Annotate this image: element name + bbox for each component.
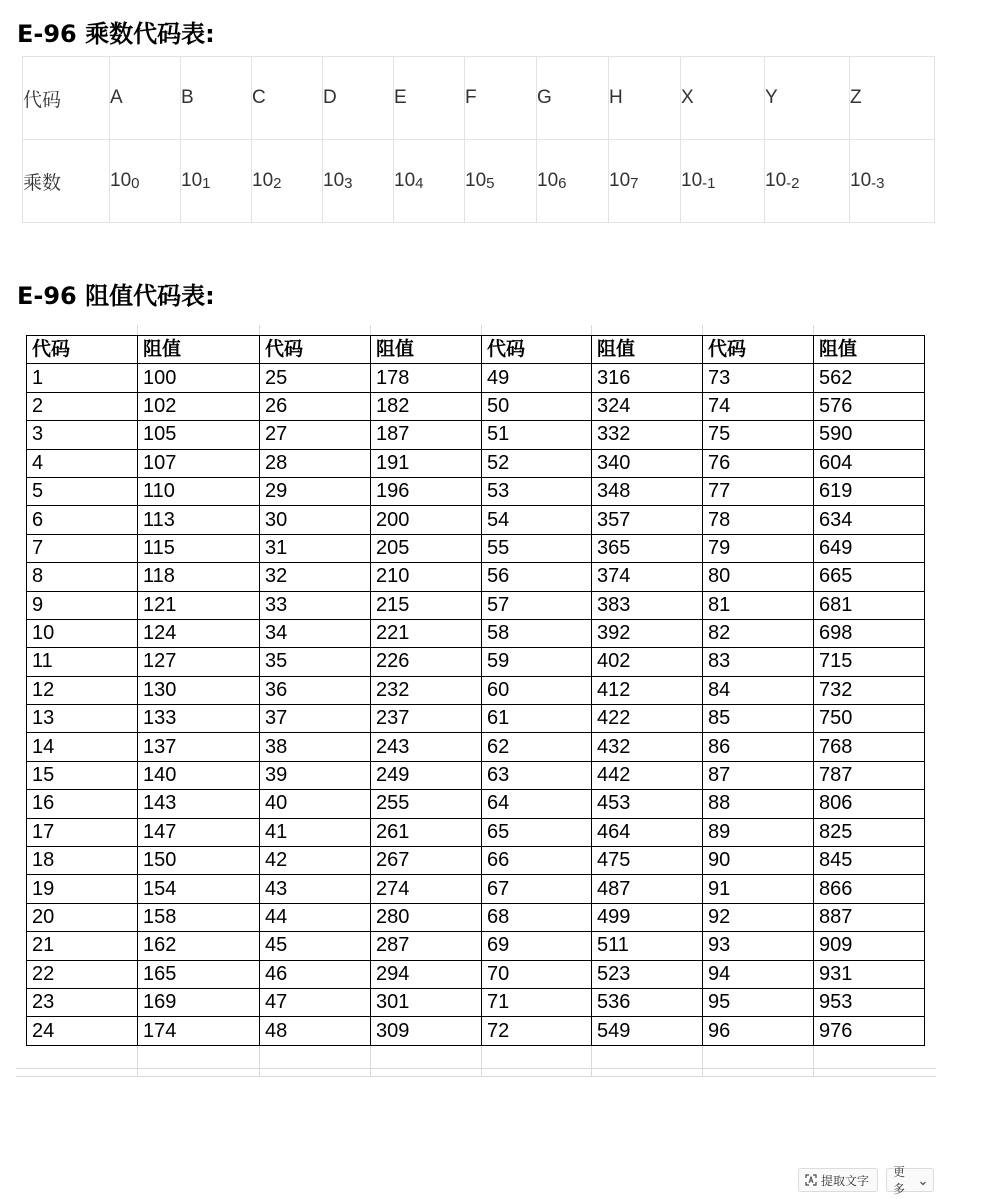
code-cell: 65 bbox=[482, 818, 592, 846]
code-cell: 27 bbox=[260, 421, 371, 449]
code-cell: 38 bbox=[260, 733, 371, 761]
header-value: 阻值 bbox=[371, 336, 482, 364]
resistance-value-cell: 121 bbox=[138, 591, 260, 619]
resistance-value-cell: 590 bbox=[814, 421, 925, 449]
resistance-value-cell: 619 bbox=[814, 477, 925, 505]
resistance-value-cell: 825 bbox=[814, 818, 925, 846]
resistance-value-cell: 845 bbox=[814, 847, 925, 875]
resistance-value-cell: 340 bbox=[592, 449, 703, 477]
multiplier-cell bbox=[609, 140, 681, 223]
multiplier-base: 10 bbox=[537, 170, 559, 191]
resistance-value-cell: 348 bbox=[592, 477, 703, 505]
code-cell: 75 bbox=[703, 421, 814, 449]
header-value: 阻值 bbox=[138, 336, 260, 364]
resistance-value-cell: 196 bbox=[371, 477, 482, 505]
table-header-row bbox=[27, 336, 925, 364]
code-cell: 95 bbox=[703, 988, 814, 1016]
table-row bbox=[27, 903, 925, 931]
code-cell: 15 bbox=[27, 761, 138, 789]
code-cell: 92 bbox=[703, 903, 814, 931]
code-cell: 3 bbox=[27, 421, 138, 449]
multiplier-code-table bbox=[22, 56, 935, 223]
resistance-value-cell: 887 bbox=[814, 903, 925, 931]
code-row bbox=[23, 57, 935, 140]
code-cell: 24 bbox=[27, 1017, 138, 1045]
resistance-value-cell: 511 bbox=[592, 932, 703, 960]
code-cell: 79 bbox=[703, 534, 814, 562]
resistance-value-cell: 274 bbox=[371, 875, 482, 903]
resistance-value-cell: 226 bbox=[371, 648, 482, 676]
code-cell: 6 bbox=[27, 506, 138, 534]
multiplier-exponent: 7 bbox=[630, 175, 639, 192]
resistance-value-cell: 130 bbox=[138, 676, 260, 704]
code-cell: 55 bbox=[482, 534, 592, 562]
code-cell: 7 bbox=[27, 534, 138, 562]
code-cell: 62 bbox=[482, 733, 592, 761]
code-cell: 2 bbox=[27, 392, 138, 420]
resistance-value-cell: 909 bbox=[814, 932, 925, 960]
code-cell: Y bbox=[765, 57, 850, 140]
resistance-value-cell: 169 bbox=[138, 988, 260, 1016]
code-cell: 71 bbox=[482, 988, 592, 1016]
multiplier-cell bbox=[394, 140, 465, 223]
code-cell: 5 bbox=[27, 477, 138, 505]
resistance-value-cell: 499 bbox=[592, 903, 703, 931]
resistance-value-cell: 681 bbox=[814, 591, 925, 619]
resistance-value-cell: 105 bbox=[138, 421, 260, 449]
table-row bbox=[27, 761, 925, 789]
code-cell: 53 bbox=[482, 477, 592, 505]
resistance-value-cell: 768 bbox=[814, 733, 925, 761]
table-row bbox=[27, 1017, 925, 1045]
code-cell: 11 bbox=[27, 648, 138, 676]
resistance-value-cell: 412 bbox=[592, 676, 703, 704]
multiplier-exponent: -3 bbox=[871, 175, 885, 192]
multiplier-cell bbox=[537, 140, 609, 223]
text-scan-icon bbox=[805, 1174, 817, 1186]
code-cell: 17 bbox=[27, 818, 138, 846]
code-cell: 21 bbox=[27, 932, 138, 960]
code-cell: B bbox=[181, 57, 252, 140]
resistance-value-cell: 953 bbox=[814, 988, 925, 1016]
resistance-value-cell: 549 bbox=[592, 1017, 703, 1045]
resistance-value-cell: 576 bbox=[814, 392, 925, 420]
resistance-value-cell: 215 bbox=[371, 591, 482, 619]
resistance-value-cell: 422 bbox=[592, 705, 703, 733]
resistance-value-cell: 698 bbox=[814, 619, 925, 647]
code-cell: 16 bbox=[27, 790, 138, 818]
multiplier-base: 10 bbox=[181, 170, 203, 191]
code-cell: 43 bbox=[260, 875, 371, 903]
resistance-value-cell: 182 bbox=[371, 392, 482, 420]
multiplier-base: 10 bbox=[850, 170, 872, 191]
table-row bbox=[27, 421, 925, 449]
code-cell: 70 bbox=[482, 960, 592, 988]
code-cell: 48 bbox=[260, 1017, 371, 1045]
multiplier-base: 10 bbox=[394, 170, 416, 191]
multiplier-cell bbox=[110, 140, 181, 223]
code-cell: 46 bbox=[260, 960, 371, 988]
resistance-value-cell: 357 bbox=[592, 506, 703, 534]
resistance-value-cell: 750 bbox=[814, 705, 925, 733]
multiplier-base: 10 bbox=[465, 170, 487, 191]
resistance-value-cell: 255 bbox=[371, 790, 482, 818]
code-cell: H bbox=[609, 57, 681, 140]
code-cell: G bbox=[537, 57, 609, 140]
resistance-value-cell: 324 bbox=[592, 392, 703, 420]
multiplier-exponent: 3 bbox=[344, 175, 353, 192]
table-row bbox=[27, 477, 925, 505]
resistance-value-cell: 806 bbox=[814, 790, 925, 818]
table-row bbox=[27, 875, 925, 903]
table-row bbox=[27, 705, 925, 733]
code-cell: 30 bbox=[260, 506, 371, 534]
code-cell: 37 bbox=[260, 705, 371, 733]
code-cell: 64 bbox=[482, 790, 592, 818]
extract-text-button[interactable] bbox=[798, 1168, 878, 1192]
code-cell: 66 bbox=[482, 847, 592, 875]
code-cell: 89 bbox=[703, 818, 814, 846]
resistance-value-cell: 604 bbox=[814, 449, 925, 477]
code-cell: Z bbox=[850, 57, 935, 140]
code-cell: F bbox=[465, 57, 537, 140]
table-row bbox=[27, 818, 925, 846]
resistance-value-cell: 536 bbox=[592, 988, 703, 1016]
header-code: 代码 bbox=[703, 336, 814, 364]
code-cell: 90 bbox=[703, 847, 814, 875]
resistance-value-cell: 931 bbox=[814, 960, 925, 988]
code-cell: 12 bbox=[27, 676, 138, 704]
table-row bbox=[27, 449, 925, 477]
table-row bbox=[27, 790, 925, 818]
resistance-value-cell: 866 bbox=[814, 875, 925, 903]
code-cell: 93 bbox=[703, 932, 814, 960]
resistance-value-cell: 178 bbox=[371, 364, 482, 392]
code-cell: 51 bbox=[482, 421, 592, 449]
code-cell: 54 bbox=[482, 506, 592, 534]
code-cell: 32 bbox=[260, 563, 371, 591]
code-cell: 45 bbox=[260, 932, 371, 960]
resistance-value-cell: 301 bbox=[371, 988, 482, 1016]
multiplier-base: 10 bbox=[681, 170, 703, 191]
resistance-value-cell: 294 bbox=[371, 960, 482, 988]
multiplier-cell bbox=[465, 140, 537, 223]
header-code: 代码 bbox=[482, 336, 592, 364]
code-cell: 69 bbox=[482, 932, 592, 960]
multiplier-base: 10 bbox=[110, 170, 132, 191]
code-cell: 29 bbox=[260, 477, 371, 505]
resistance-value-cell: 787 bbox=[814, 761, 925, 789]
code-cell: 26 bbox=[260, 392, 371, 420]
code-cell: 42 bbox=[260, 847, 371, 875]
code-cell: 36 bbox=[260, 676, 371, 704]
resistance-value-cell: 162 bbox=[138, 932, 260, 960]
code-cell: 22 bbox=[27, 960, 138, 988]
multiplier-cell bbox=[181, 140, 252, 223]
code-cell: 9 bbox=[27, 591, 138, 619]
resistance-value-cell: 187 bbox=[371, 421, 482, 449]
code-cell: 40 bbox=[260, 790, 371, 818]
table-row bbox=[27, 364, 925, 392]
code-cell: 34 bbox=[260, 619, 371, 647]
code-cell: 60 bbox=[482, 676, 592, 704]
resistance-value-cell: 402 bbox=[592, 648, 703, 676]
resistance-value-cell: 133 bbox=[138, 705, 260, 733]
multiplier-row bbox=[23, 140, 935, 223]
code-cell: 31 bbox=[260, 534, 371, 562]
multiplier-cell bbox=[850, 140, 935, 223]
resistance-value-cell: 205 bbox=[371, 534, 482, 562]
code-cell: 20 bbox=[27, 903, 138, 931]
resistance-value-cell: 464 bbox=[592, 818, 703, 846]
resistance-value-cell: 232 bbox=[371, 676, 482, 704]
resistance-value-cell: 200 bbox=[371, 506, 482, 534]
multiplier-base: 10 bbox=[609, 170, 631, 191]
resistance-value-cell: 165 bbox=[138, 960, 260, 988]
code-cell: 61 bbox=[482, 705, 592, 733]
resistance-value-cell: 392 bbox=[592, 619, 703, 647]
code-cell: 1 bbox=[27, 364, 138, 392]
code-cell: 52 bbox=[482, 449, 592, 477]
resistance-value-cell: 210 bbox=[371, 563, 482, 591]
header-code: 代码 bbox=[260, 336, 371, 364]
code-cell: 8 bbox=[27, 563, 138, 591]
code-cell: 58 bbox=[482, 619, 592, 647]
code-cell: 4 bbox=[27, 449, 138, 477]
multiplier-cell bbox=[681, 140, 765, 223]
code-cell: 78 bbox=[703, 506, 814, 534]
resistance-value-cell: 191 bbox=[371, 449, 482, 477]
code-cell: 91 bbox=[703, 875, 814, 903]
multiplier-base: 10 bbox=[252, 170, 274, 191]
code-cell: 83 bbox=[703, 648, 814, 676]
chevron-down-icon bbox=[919, 1176, 927, 1184]
table-row bbox=[27, 619, 925, 647]
code-cell: 35 bbox=[260, 648, 371, 676]
resistance-value-cell: 523 bbox=[592, 960, 703, 988]
resistance-value-cell: 287 bbox=[371, 932, 482, 960]
resistance-value-cell: 140 bbox=[138, 761, 260, 789]
code-cell: 39 bbox=[260, 761, 371, 789]
table-row bbox=[27, 676, 925, 704]
code-cell: 33 bbox=[260, 591, 371, 619]
table-row bbox=[27, 960, 925, 988]
header-value: 阻值 bbox=[592, 336, 703, 364]
code-cell: 86 bbox=[703, 733, 814, 761]
resistance-value-cell: 432 bbox=[592, 733, 703, 761]
code-row-label: 代码 bbox=[23, 57, 110, 140]
table-row bbox=[27, 733, 925, 761]
resistance-value-cell: 102 bbox=[138, 392, 260, 420]
resistance-code-table bbox=[26, 335, 925, 1046]
resistance-value-cell: 221 bbox=[371, 619, 482, 647]
resistance-value-cell: 280 bbox=[371, 903, 482, 931]
multiplier-table-title: E-96 乘数代码表: bbox=[17, 20, 215, 48]
multiplier-base: 10 bbox=[323, 170, 345, 191]
resistance-value-cell: 976 bbox=[814, 1017, 925, 1045]
table-row bbox=[27, 988, 925, 1016]
code-cell: 59 bbox=[482, 648, 592, 676]
resistance-value-cell: 316 bbox=[592, 364, 703, 392]
code-cell: 84 bbox=[703, 676, 814, 704]
resistance-value-cell: 442 bbox=[592, 761, 703, 789]
code-cell: 41 bbox=[260, 818, 371, 846]
more-label: 更多 bbox=[893, 1165, 906, 1196]
more-button[interactable] bbox=[886, 1165, 934, 1196]
resistance-value-cell: 113 bbox=[138, 506, 260, 534]
resistance-value-cell: 261 bbox=[371, 818, 482, 846]
table-row bbox=[27, 506, 925, 534]
code-cell: 63 bbox=[482, 761, 592, 789]
resistance-value-cell: 154 bbox=[138, 875, 260, 903]
code-cell: C bbox=[252, 57, 323, 140]
code-cell: A bbox=[110, 57, 181, 140]
code-cell: 82 bbox=[703, 619, 814, 647]
code-cell: E bbox=[394, 57, 465, 140]
code-cell: 47 bbox=[260, 988, 371, 1016]
resistance-value-cell: 634 bbox=[814, 506, 925, 534]
multiplier-cell bbox=[323, 140, 394, 223]
code-cell: 87 bbox=[703, 761, 814, 789]
multiplier-exponent: 6 bbox=[558, 175, 567, 192]
resistance-value-cell: 143 bbox=[138, 790, 260, 818]
code-cell: 18 bbox=[27, 847, 138, 875]
resistance-value-cell: 562 bbox=[814, 364, 925, 392]
resistance-value-cell: 118 bbox=[138, 563, 260, 591]
extract-text-label: 提取文字 bbox=[821, 1173, 870, 1188]
table-row bbox=[27, 847, 925, 875]
code-cell: 72 bbox=[482, 1017, 592, 1045]
resistance-value-cell: 665 bbox=[814, 563, 925, 591]
multiplier-exponent: -1 bbox=[702, 175, 716, 192]
code-cell: 67 bbox=[482, 875, 592, 903]
code-cell: 14 bbox=[27, 733, 138, 761]
multiplier-cell bbox=[765, 140, 850, 223]
code-cell: 73 bbox=[703, 364, 814, 392]
multiplier-cell bbox=[252, 140, 323, 223]
resistance-value-cell: 475 bbox=[592, 847, 703, 875]
code-cell: 96 bbox=[703, 1017, 814, 1045]
resistance-value-cell: 124 bbox=[138, 619, 260, 647]
code-cell: D bbox=[323, 57, 394, 140]
code-cell: 77 bbox=[703, 477, 814, 505]
resistance-value-cell: 715 bbox=[814, 648, 925, 676]
code-cell: 81 bbox=[703, 591, 814, 619]
multiplier-exponent: 4 bbox=[415, 175, 424, 192]
resistance-value-cell: 158 bbox=[138, 903, 260, 931]
code-cell: 76 bbox=[703, 449, 814, 477]
code-cell: 68 bbox=[482, 903, 592, 931]
code-cell: 56 bbox=[482, 563, 592, 591]
multiplier-exponent: 1 bbox=[202, 175, 211, 192]
multiplier-exponent: 5 bbox=[486, 175, 495, 192]
table-row bbox=[27, 392, 925, 420]
table-row bbox=[27, 932, 925, 960]
header-value: 阻值 bbox=[814, 336, 925, 364]
code-cell: 49 bbox=[482, 364, 592, 392]
resistance-value-cell: 249 bbox=[371, 761, 482, 789]
value-table-title: E-96 阻值代码表: bbox=[17, 282, 215, 310]
code-cell: 57 bbox=[482, 591, 592, 619]
code-cell: 19 bbox=[27, 875, 138, 903]
resistance-value-cell: 267 bbox=[371, 847, 482, 875]
resistance-value-cell: 383 bbox=[592, 591, 703, 619]
resistance-value-cell: 127 bbox=[138, 648, 260, 676]
resistance-value-cell: 487 bbox=[592, 875, 703, 903]
resistance-value-cell: 374 bbox=[592, 563, 703, 591]
code-cell: 28 bbox=[260, 449, 371, 477]
resistance-value-cell: 110 bbox=[138, 477, 260, 505]
code-cell: 50 bbox=[482, 392, 592, 420]
code-cell: 23 bbox=[27, 988, 138, 1016]
table-row bbox=[27, 534, 925, 562]
resistance-value-cell: 332 bbox=[592, 421, 703, 449]
code-cell: 74 bbox=[703, 392, 814, 420]
multiplier-exponent: 0 bbox=[131, 175, 140, 192]
code-cell: X bbox=[681, 57, 765, 140]
header-code: 代码 bbox=[27, 336, 138, 364]
code-cell: 94 bbox=[703, 960, 814, 988]
resistance-value-cell: 243 bbox=[371, 733, 482, 761]
resistance-value-cell: 174 bbox=[138, 1017, 260, 1045]
resistance-value-cell: 237 bbox=[371, 705, 482, 733]
table-row bbox=[27, 648, 925, 676]
multiplier-exponent: 2 bbox=[273, 175, 282, 192]
resistance-value-cell: 100 bbox=[138, 364, 260, 392]
resistance-value-cell: 453 bbox=[592, 790, 703, 818]
multiplier-exponent: -2 bbox=[786, 175, 800, 192]
resistance-value-cell: 115 bbox=[138, 534, 260, 562]
code-cell: 88 bbox=[703, 790, 814, 818]
code-cell: 10 bbox=[27, 619, 138, 647]
resistance-value-cell: 137 bbox=[138, 733, 260, 761]
resistance-value-cell: 649 bbox=[814, 534, 925, 562]
resistance-value-cell: 150 bbox=[138, 847, 260, 875]
resistance-value-cell: 309 bbox=[371, 1017, 482, 1045]
code-cell: 80 bbox=[703, 563, 814, 591]
resistance-value-cell: 107 bbox=[138, 449, 260, 477]
table-row bbox=[27, 563, 925, 591]
code-cell: 85 bbox=[703, 705, 814, 733]
multiplier-base: 10 bbox=[765, 170, 787, 191]
resistance-value-cell: 147 bbox=[138, 818, 260, 846]
code-cell: 25 bbox=[260, 364, 371, 392]
table-row bbox=[27, 591, 925, 619]
multiplier-row-label: 乘数 bbox=[23, 140, 110, 223]
resistance-value-cell: 365 bbox=[592, 534, 703, 562]
code-cell: 44 bbox=[260, 903, 371, 931]
code-cell: 13 bbox=[27, 705, 138, 733]
resistance-value-cell: 732 bbox=[814, 676, 925, 704]
